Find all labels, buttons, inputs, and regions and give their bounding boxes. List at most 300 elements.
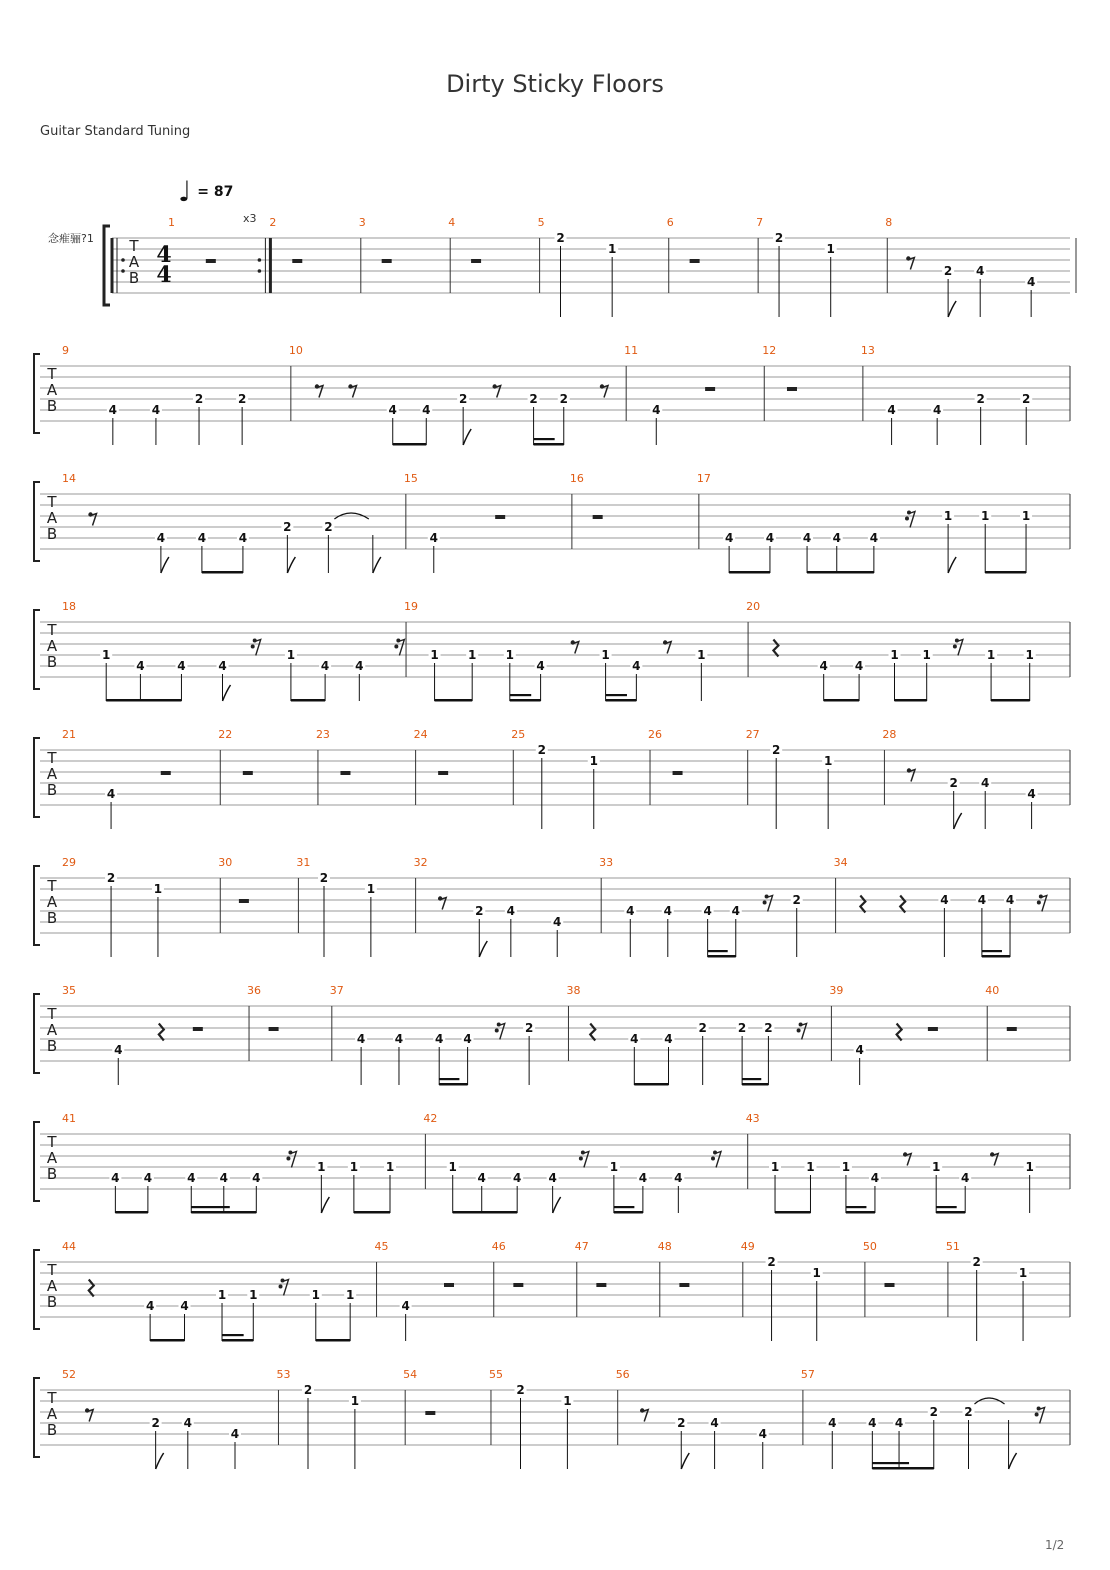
beam-sixteenth bbox=[614, 1206, 635, 1208]
beam bbox=[510, 699, 541, 702]
measure-number: 47 bbox=[574, 1240, 589, 1253]
measure-number: 41 bbox=[62, 1112, 76, 1125]
measure-number: 14 bbox=[62, 472, 76, 485]
fret-number: 4 bbox=[663, 904, 672, 918]
eighth-flag-icon bbox=[463, 429, 471, 445]
system-bracket bbox=[34, 610, 40, 689]
fret-number: 1 bbox=[826, 242, 835, 256]
beam-sixteenth bbox=[534, 438, 555, 440]
half-rest-icon bbox=[673, 771, 683, 775]
quarter-rest-icon bbox=[159, 1024, 164, 1041]
fret-number: 4 bbox=[638, 1171, 648, 1185]
fret-number: 4 bbox=[765, 531, 775, 545]
sixteenth-rest-icon bbox=[398, 640, 404, 656]
fret-number: 2 bbox=[772, 743, 781, 757]
sixteenth-rest-icon bbox=[1037, 901, 1041, 905]
tempo-value: = 87 bbox=[197, 184, 234, 200]
repeat-dot bbox=[258, 258, 262, 262]
repeat-dot bbox=[121, 269, 125, 273]
fret-number: 1 bbox=[563, 1394, 572, 1408]
beam bbox=[115, 1211, 148, 1214]
sixteenth-rest-icon bbox=[905, 517, 909, 521]
fret-number: 1 bbox=[1018, 1266, 1028, 1280]
quarter-rest-icon bbox=[773, 640, 778, 657]
measure-number: 30 bbox=[218, 856, 233, 869]
beam bbox=[150, 1339, 184, 1342]
system-bracket bbox=[104, 226, 110, 305]
beam bbox=[291, 699, 325, 702]
eighth-flag-icon bbox=[156, 1453, 164, 1469]
beam bbox=[846, 1211, 875, 1214]
fret-number: 2 bbox=[792, 893, 801, 907]
measure-number: 26 bbox=[648, 728, 663, 741]
sixteenth-rest-icon bbox=[286, 1157, 290, 1161]
sixteenth-rest-icon bbox=[1035, 1413, 1039, 1417]
fret-number: 4 bbox=[320, 659, 330, 673]
fret-number: 4 bbox=[156, 531, 166, 545]
fret-number: 1 bbox=[345, 1288, 355, 1302]
fret-number: 4 bbox=[832, 531, 841, 545]
fret-number: 4 bbox=[981, 776, 990, 790]
fret-number: 1 bbox=[589, 754, 598, 768]
eighth-rest-icon bbox=[905, 1154, 911, 1166]
sixteenth-rest-icon bbox=[495, 1029, 499, 1033]
sixteenth-rest-icon bbox=[957, 640, 963, 656]
beam-sixteenth bbox=[510, 694, 531, 696]
fret-number: 4 bbox=[136, 659, 145, 673]
measure-number: 8 bbox=[885, 216, 893, 229]
quarter-note-icon: ♩ bbox=[178, 175, 192, 208]
tab-clef-letter: B bbox=[128, 269, 140, 287]
fret-number: 1 bbox=[286, 648, 296, 662]
tab-clef-letter: T bbox=[47, 1005, 57, 1023]
fret-number: 2 bbox=[151, 1416, 160, 1430]
fret-number: 4 bbox=[887, 403, 896, 417]
system-bracket bbox=[34, 482, 40, 561]
tab-clef-letter: B bbox=[46, 909, 58, 927]
eighth-flag-icon bbox=[1009, 1453, 1017, 1469]
fret-number: 4 bbox=[703, 904, 712, 918]
fret-number: 4 bbox=[869, 531, 879, 545]
eighth-flag-icon bbox=[287, 557, 295, 573]
half-rest-icon bbox=[425, 1411, 435, 1415]
fret-number: 2 bbox=[475, 904, 484, 918]
tab-clef-letter: T bbox=[47, 621, 57, 639]
fret-number: 1 bbox=[890, 648, 899, 662]
tab-clef-letter: B bbox=[46, 653, 58, 671]
time-signature-digit: 4 bbox=[156, 242, 172, 268]
eighth-flag-icon bbox=[954, 813, 962, 829]
fret-number: 2 bbox=[524, 1021, 534, 1035]
fret-number: 1 bbox=[249, 1288, 258, 1302]
time-signature-digit: 4 bbox=[156, 262, 172, 288]
fret-number: 4 bbox=[828, 1416, 837, 1430]
measure-number: 45 bbox=[374, 1240, 389, 1253]
fret-number: 4 bbox=[355, 659, 364, 673]
fret-number: 4 bbox=[463, 1032, 472, 1046]
half-rest-icon bbox=[495, 515, 505, 519]
eighth-rest-icon bbox=[642, 1410, 648, 1422]
measure-number: 20 bbox=[746, 600, 761, 613]
half-rest-icon bbox=[884, 1283, 894, 1287]
fret-number: 1 bbox=[922, 648, 931, 662]
beam bbox=[393, 443, 427, 446]
measure-number: 21 bbox=[62, 728, 76, 741]
beam bbox=[634, 1083, 668, 1086]
half-rest-icon bbox=[340, 771, 350, 775]
tab-clef-letter: T bbox=[47, 1389, 57, 1407]
eighth-rest-icon bbox=[440, 898, 446, 910]
quarter-rest-icon bbox=[89, 1280, 94, 1297]
half-rest-icon bbox=[1007, 1027, 1017, 1031]
fret-number: 2 bbox=[324, 520, 333, 534]
half-rest-icon bbox=[593, 515, 603, 519]
beam bbox=[354, 1211, 390, 1214]
beam bbox=[872, 1467, 933, 1470]
fret-number: 4 bbox=[1026, 275, 1036, 289]
fret-number: 4 bbox=[868, 1416, 877, 1430]
eighth-rest-icon bbox=[350, 386, 356, 398]
measure-number: 46 bbox=[491, 1240, 506, 1253]
half-rest-icon bbox=[292, 259, 302, 263]
sixteenth-rest-icon bbox=[909, 512, 915, 528]
fret-number: 1 bbox=[468, 648, 477, 662]
beam bbox=[453, 1211, 517, 1214]
fret-number: 4 bbox=[111, 1171, 120, 1185]
sixteenth-rest-icon bbox=[953, 645, 957, 649]
tab-clef-letter: B bbox=[46, 1165, 58, 1183]
fret-number: 4 bbox=[356, 1032, 366, 1046]
fret-number: 2 bbox=[774, 231, 784, 245]
beam-sixteenth bbox=[982, 950, 1002, 952]
fret-number: 4 bbox=[183, 1416, 192, 1430]
tab-clef-letter: T bbox=[47, 493, 57, 511]
fret-number: 4 bbox=[218, 659, 227, 673]
eighth-rest-icon bbox=[573, 642, 579, 654]
measure-number: 7 bbox=[756, 216, 764, 229]
fret-number: 4 bbox=[976, 264, 985, 278]
measure-number: 22 bbox=[218, 728, 233, 741]
fret-number: 4 bbox=[664, 1032, 673, 1046]
fret-number: 4 bbox=[512, 1171, 522, 1185]
half-rest-icon bbox=[444, 1283, 454, 1287]
fret-number: 4 bbox=[548, 1171, 557, 1185]
fret-number: 4 bbox=[870, 1171, 880, 1185]
half-rest-icon bbox=[690, 259, 700, 263]
measure-number: 44 bbox=[62, 1240, 76, 1253]
measure-number: 40 bbox=[985, 984, 1000, 997]
fret-number: 4 bbox=[422, 403, 431, 417]
half-rest-icon bbox=[161, 771, 171, 775]
repeat-dot bbox=[121, 258, 125, 262]
tab-clef-letter: A bbox=[128, 253, 140, 271]
fret-number: 4 bbox=[1005, 893, 1015, 907]
eighth-flag-icon bbox=[948, 557, 956, 573]
fret-number: 1 bbox=[943, 509, 953, 523]
half-rest-icon bbox=[243, 771, 253, 775]
fret-number: 2 bbox=[943, 264, 953, 278]
fret-number: 4 bbox=[230, 1427, 240, 1441]
fret-number: 2 bbox=[1022, 392, 1031, 406]
beam-sixteenth bbox=[606, 694, 627, 696]
beam-sixteenth bbox=[936, 1206, 957, 1208]
measure-number: 10 bbox=[288, 344, 303, 357]
eighth-rest-icon bbox=[909, 770, 915, 782]
tab-clef-letter: A bbox=[46, 1405, 58, 1423]
eighth-flag-icon bbox=[373, 557, 381, 573]
sixteenth-rest-icon bbox=[583, 1152, 589, 1168]
fret-number: 2 bbox=[698, 1021, 707, 1035]
beam-sixteenth bbox=[846, 1206, 867, 1208]
measure-number: 38 bbox=[566, 984, 581, 997]
beam bbox=[807, 571, 874, 574]
fret-number: 1 bbox=[812, 1266, 821, 1280]
tab-clef-letter: A bbox=[46, 381, 58, 399]
eighth-rest-icon bbox=[992, 1154, 998, 1166]
half-rest-icon bbox=[269, 1027, 279, 1031]
fret-number: 1 bbox=[823, 754, 833, 768]
system-bracket bbox=[34, 1122, 40, 1201]
system-bracket bbox=[34, 866, 40, 945]
tab-clef-letter: B bbox=[46, 397, 58, 415]
beam bbox=[775, 1211, 810, 1214]
fret-number: 2 bbox=[949, 776, 958, 790]
fret-number: 4 bbox=[180, 1299, 189, 1313]
quarter-rest-icon bbox=[860, 896, 865, 913]
fret-number: 4 bbox=[731, 904, 740, 918]
beam-sixteenth bbox=[708, 950, 728, 952]
fret-number: 4 bbox=[219, 1171, 228, 1185]
measure-number: 50 bbox=[862, 1240, 877, 1253]
measure-number: 37 bbox=[329, 984, 344, 997]
sixteenth-rest-icon bbox=[279, 1285, 283, 1289]
fret-number: 4 bbox=[894, 1416, 904, 1430]
fret-number: 4 bbox=[819, 659, 828, 673]
sixteenth-rest-icon bbox=[711, 1157, 715, 1161]
half-rest-icon bbox=[513, 1283, 523, 1287]
fret-number: 4 bbox=[429, 531, 438, 545]
sixteenth-rest-icon bbox=[763, 901, 767, 905]
measure-number: 2 bbox=[269, 216, 277, 229]
measure-number: 5 bbox=[537, 216, 545, 229]
half-rest-icon bbox=[239, 899, 249, 903]
measure-number: 6 bbox=[666, 216, 674, 229]
fret-number: 1 bbox=[806, 1160, 815, 1174]
fret-number: 4 bbox=[940, 893, 949, 907]
repeat-count: x3 bbox=[243, 212, 257, 225]
fret-number: 2 bbox=[194, 392, 204, 406]
page-number: 1/2 bbox=[1045, 1538, 1065, 1552]
measure-number: 4 bbox=[448, 216, 456, 229]
tab-clef-letter: A bbox=[46, 893, 58, 911]
tab-clef-letter: T bbox=[47, 877, 57, 895]
sixteenth-rest-icon bbox=[1041, 896, 1047, 912]
fret-number: 4 bbox=[177, 659, 186, 673]
eighth-flag-icon bbox=[479, 941, 487, 957]
eighth-rest-icon bbox=[495, 386, 501, 398]
system-bracket bbox=[34, 1378, 40, 1457]
fret-number: 2 bbox=[929, 1405, 938, 1419]
measure-number: 9 bbox=[62, 344, 69, 357]
fret-number: 4 bbox=[435, 1032, 444, 1046]
measure-number: 56 bbox=[615, 1368, 630, 1381]
measure-number: 48 bbox=[657, 1240, 672, 1253]
tab-clef-letter: A bbox=[46, 509, 58, 527]
sixteenth-rest-icon bbox=[767, 896, 773, 912]
beam bbox=[534, 443, 564, 446]
fret-number: 1 bbox=[317, 1160, 326, 1174]
fret-number: 1 bbox=[366, 882, 376, 896]
measure-number: 52 bbox=[62, 1368, 76, 1381]
eighth-flag-icon bbox=[681, 1453, 689, 1469]
beam bbox=[824, 699, 859, 702]
system-bracket bbox=[34, 1250, 40, 1329]
eighth-flag-icon bbox=[553, 1197, 561, 1213]
tab-clef-letter: T bbox=[47, 365, 57, 383]
half-rest-icon bbox=[596, 1283, 606, 1287]
sixteenth-rest-icon bbox=[579, 1157, 583, 1161]
beam bbox=[222, 1339, 253, 1342]
sixteenth-rest-icon bbox=[715, 1152, 721, 1168]
fret-number: 2 bbox=[319, 871, 329, 885]
beam bbox=[606, 699, 637, 702]
fret-number: 2 bbox=[106, 871, 116, 885]
beam bbox=[439, 1083, 467, 1086]
tab-clef-letter: A bbox=[46, 1149, 58, 1167]
measure-number: 29 bbox=[62, 856, 76, 869]
eighth-rest-icon bbox=[87, 1410, 93, 1422]
measure-number: 36 bbox=[247, 984, 262, 997]
fret-number: 2 bbox=[677, 1416, 686, 1430]
song-title: Dirty Sticky Floors bbox=[446, 70, 664, 98]
fret-number: 1 bbox=[349, 1160, 359, 1174]
beam bbox=[991, 699, 1030, 702]
measure-number: 27 bbox=[745, 728, 760, 741]
fret-number: 4 bbox=[632, 659, 641, 673]
fret-number: 2 bbox=[976, 392, 985, 406]
measure-number: 13 bbox=[860, 344, 875, 357]
beam bbox=[435, 699, 473, 702]
measure-number: 32 bbox=[413, 856, 428, 869]
sixteenth-rest-icon bbox=[290, 1152, 296, 1168]
eighth-flag-icon bbox=[948, 301, 956, 317]
fret-number: 4 bbox=[187, 1171, 196, 1185]
measure-number: 49 bbox=[740, 1240, 755, 1253]
fret-number: 1 bbox=[609, 1160, 619, 1174]
fret-number: 4 bbox=[724, 531, 734, 545]
fret-number: 1 bbox=[1021, 509, 1031, 523]
fret-number: 1 bbox=[385, 1160, 395, 1174]
fret-number: 4 bbox=[758, 1427, 767, 1441]
fret-number: 4 bbox=[630, 1032, 639, 1046]
fret-number: 1 bbox=[601, 648, 610, 662]
fret-number: 4 bbox=[710, 1416, 719, 1430]
tab-clef-letter: T bbox=[129, 237, 139, 255]
beam bbox=[191, 1211, 256, 1214]
sixteenth-rest-icon bbox=[251, 645, 255, 649]
fret-number: 4 bbox=[394, 1032, 404, 1046]
sixteenth-rest-icon bbox=[1039, 1408, 1045, 1424]
measure-number: 15 bbox=[403, 472, 418, 485]
fret-number: 1 bbox=[153, 882, 163, 896]
fret-number: 4 bbox=[145, 1299, 155, 1313]
sixteenth-rest-icon bbox=[801, 1024, 807, 1040]
measure-number: 54 bbox=[403, 1368, 418, 1381]
eighth-rest-icon bbox=[317, 386, 323, 398]
system-bracket bbox=[34, 738, 40, 817]
eighth-flag-icon bbox=[161, 557, 169, 573]
fret-number: 1 bbox=[102, 648, 111, 662]
fret-number: 2 bbox=[559, 392, 568, 406]
beam bbox=[936, 1211, 965, 1214]
fret-number: 2 bbox=[529, 392, 538, 406]
measure-number: 42 bbox=[423, 1112, 438, 1125]
eighth-flag-icon bbox=[222, 685, 230, 701]
fret-number: 4 bbox=[401, 1299, 410, 1313]
fret-number: 2 bbox=[283, 520, 292, 534]
half-rest-icon bbox=[928, 1027, 938, 1031]
fret-number: 4 bbox=[553, 915, 562, 929]
beam-sixteenth bbox=[742, 1078, 761, 1080]
measure-number: 35 bbox=[62, 984, 76, 997]
beam bbox=[106, 699, 181, 702]
measure-number: 51 bbox=[945, 1240, 960, 1253]
sixteenth-rest-icon bbox=[394, 645, 398, 649]
tab-clef-letter: T bbox=[47, 1133, 57, 1151]
half-rest-icon bbox=[471, 259, 481, 263]
sixteenth-rest-icon bbox=[283, 1280, 289, 1296]
tab-clef-letter: T bbox=[47, 749, 57, 767]
measure-number: 43 bbox=[745, 1112, 760, 1125]
fret-number: 4 bbox=[855, 1043, 864, 1057]
measure-number: 28 bbox=[882, 728, 897, 741]
beam bbox=[614, 1211, 643, 1214]
fret-number: 2 bbox=[764, 1021, 773, 1035]
fret-number: 1 bbox=[1025, 1160, 1034, 1174]
fret-number: 2 bbox=[556, 231, 565, 245]
beam bbox=[202, 571, 243, 574]
beam bbox=[708, 955, 736, 958]
beam-sixteenth bbox=[439, 1078, 459, 1080]
measure-number: 3 bbox=[358, 216, 366, 229]
fret-number: 4 bbox=[252, 1171, 261, 1185]
measure-number: 39 bbox=[829, 984, 844, 997]
fret-number: 4 bbox=[802, 531, 812, 545]
fret-number: 4 bbox=[197, 531, 207, 545]
measure-number: 25 bbox=[511, 728, 526, 741]
half-rest-icon bbox=[787, 387, 797, 391]
fret-number: 4 bbox=[674, 1171, 683, 1185]
half-rest-icon bbox=[679, 1283, 689, 1287]
fret-number: 1 bbox=[981, 509, 990, 523]
quarter-rest-icon bbox=[590, 1024, 595, 1041]
tab-clef-letter: A bbox=[46, 1021, 58, 1039]
fret-number: 4 bbox=[106, 787, 116, 801]
fret-number: 1 bbox=[1025, 648, 1034, 662]
beam-sixteenth bbox=[872, 1462, 909, 1464]
measure-number: 11 bbox=[624, 344, 639, 357]
measure-number: 53 bbox=[276, 1368, 291, 1381]
sixteenth-rest-icon bbox=[797, 1029, 801, 1033]
fret-number: 1 bbox=[932, 1160, 941, 1174]
measure-number: 57 bbox=[800, 1368, 815, 1381]
fret-number: 4 bbox=[961, 1171, 970, 1185]
measure-number: 12 bbox=[762, 344, 777, 357]
system-bracket bbox=[34, 354, 40, 433]
beam bbox=[316, 1339, 350, 1342]
repeat-dot bbox=[258, 269, 262, 273]
quarter-rest-icon bbox=[897, 1024, 902, 1041]
